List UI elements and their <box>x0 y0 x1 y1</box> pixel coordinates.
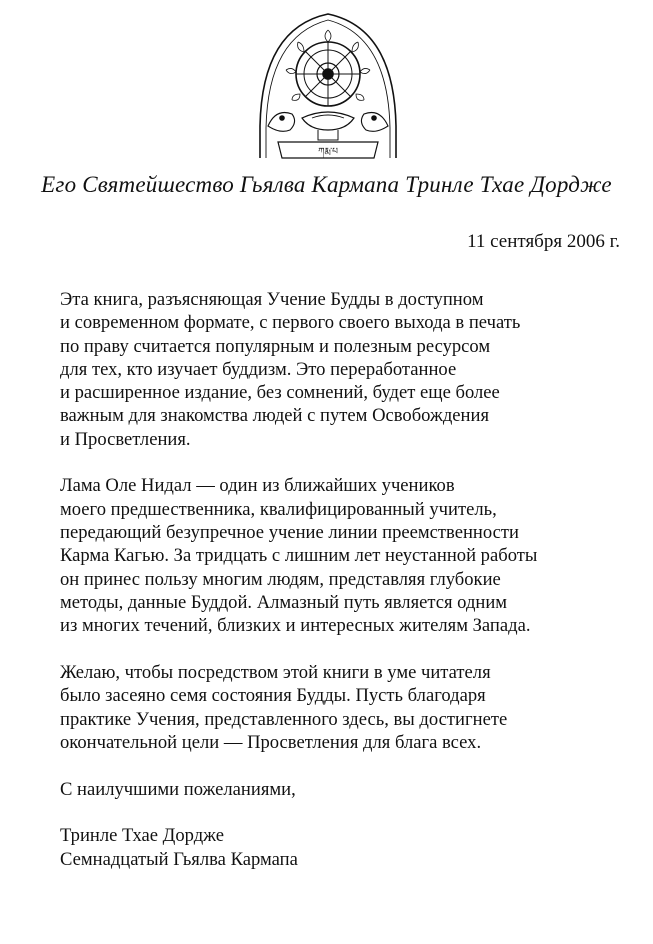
text-line: моего предшественника, квалифицированный учитель, <box>60 498 497 520</box>
text-line: из многих течений, близких и интересных жителям Запада. <box>60 615 531 637</box>
closing-salutation: С наилучшими пожеланиями, <box>60 778 296 800</box>
signature-role: Семнадцатый Гьялва Кармапа <box>60 848 298 870</box>
text-line: Лама Оле Нидал — один из ближайших учеников <box>60 475 455 497</box>
paragraph-3 <box>60 661 640 754</box>
text-line: он принес пользу многим людям, представляя глубокие <box>60 568 501 590</box>
signature-block <box>60 824 640 871</box>
text-line: Желаю, чтобы посредством этой книги в уме читателя <box>60 661 491 683</box>
signature-name: Тринле Тхае Дордже <box>60 825 225 847</box>
letter-body <box>60 288 640 871</box>
text-line: Карма Кагью. За тридцать с лишним лет неустанной работы <box>60 545 538 567</box>
paragraph-1 <box>60 288 640 451</box>
text-line: и расширенное издание, без сомнений, будет еще более <box>60 382 500 404</box>
text-line: для тех, кто изучает буддизм. Это переработанное <box>60 358 457 380</box>
paragraph-2 <box>60 474 640 637</box>
text-line: по праву считается популярным и полезным ресурсом <box>60 335 491 357</box>
text-line: и современном формате, с первого своего выхода в печать <box>60 312 521 334</box>
text-line: передающий безупречное учение линии преемственности <box>60 522 519 544</box>
karmapa-seal-emblem <box>248 8 408 166</box>
emblem-caption: ཀརྨ་པ <box>318 147 338 157</box>
letter-date: 11 сентября 2006 г. <box>467 231 620 252</box>
text-line: Эта книга, разъясняющая Учение Будды в доступном <box>60 289 484 310</box>
text-line: и Просветления. <box>60 428 191 450</box>
text-line: окончательной цели — Просветления для блага всех. <box>60 731 482 753</box>
letter-title: Его Святейшество Гьялва Кармапа Тринле Тхае Дордже <box>41 172 612 197</box>
text-line: было засеяно семя состояния Будды. Пусть благодаря <box>60 685 486 707</box>
text-line: важным для знакомства людей с путем Освобождения <box>60 405 490 427</box>
text-line: методы, данные Буддой. Алмазный путь является одним <box>60 591 508 613</box>
text-line: практике Учения, представленного здесь, вы достигнете <box>60 708 508 730</box>
